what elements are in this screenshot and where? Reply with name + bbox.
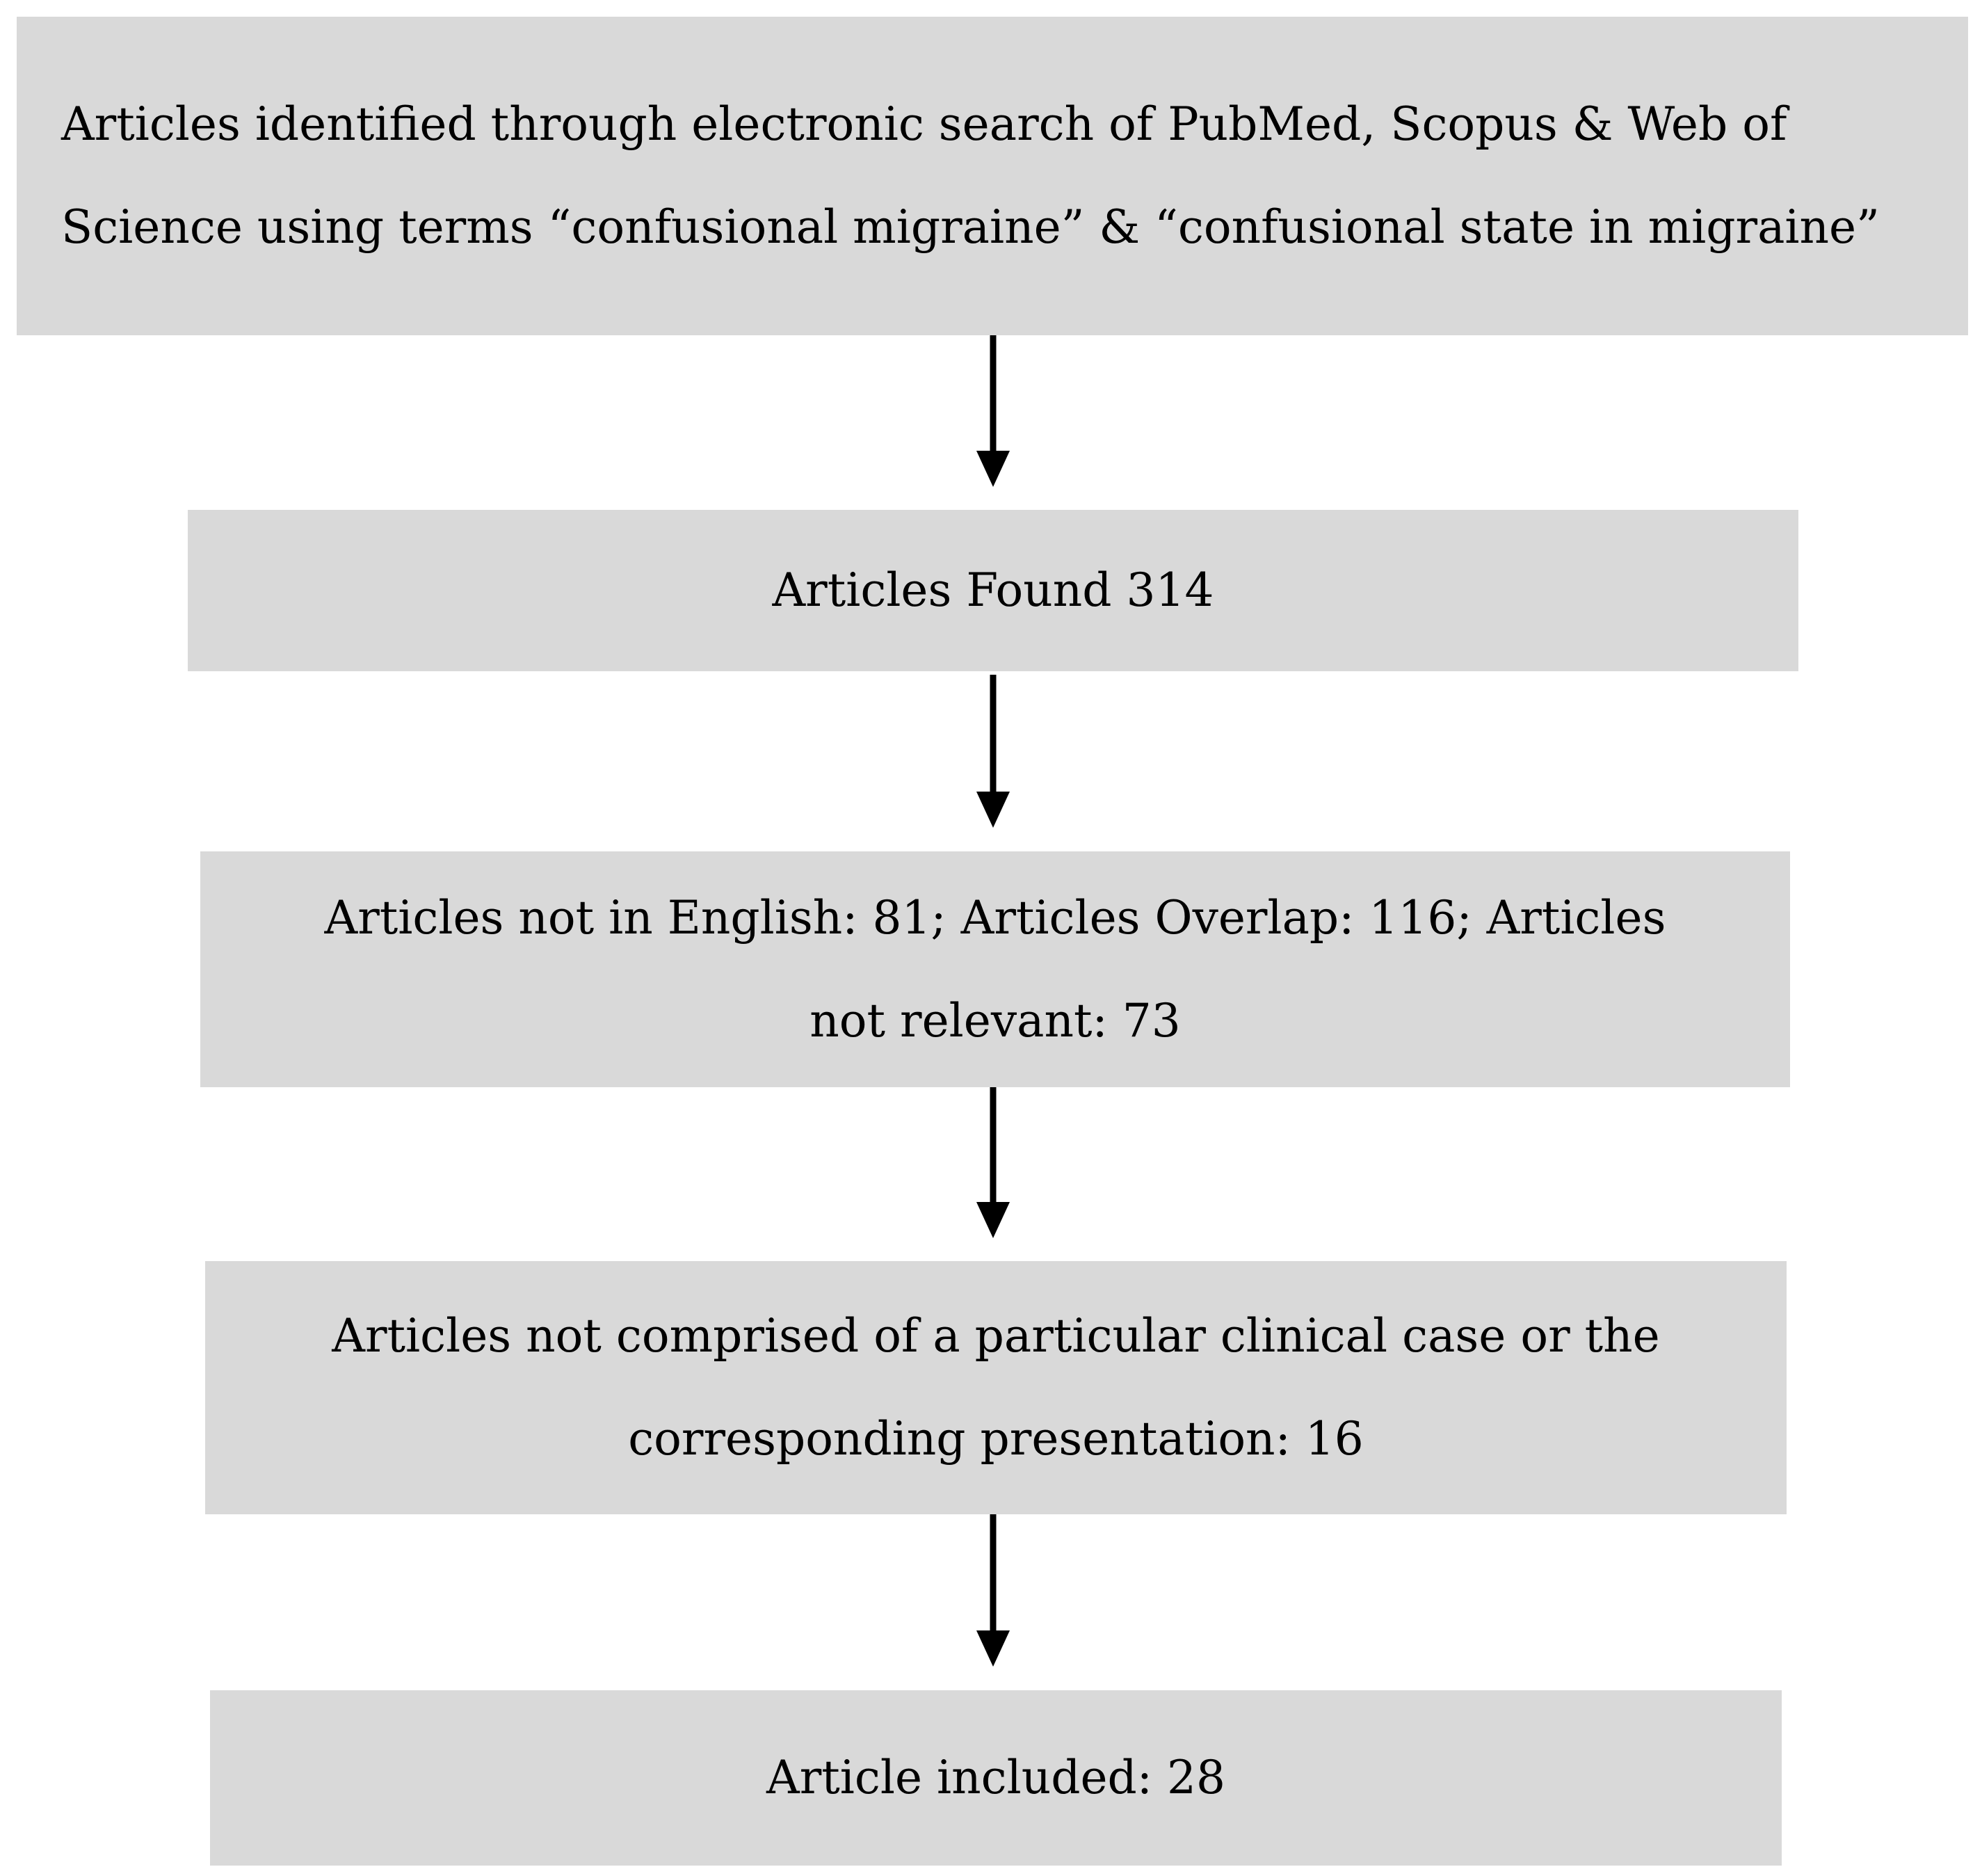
excluded-language-overlap-text: Articles not in English: 81; Articles Overlap: 116; Articles not relevant: 73 [324, 890, 1666, 1048]
articles-included-text: Article included: 28 [766, 1751, 1225, 1804]
articles-found-box [188, 510, 1798, 671]
arrow-excluded-language-to-excluded-case [976, 1087, 1010, 1238]
search-sources-text: Articles identified through electronic search of PubMed, Scopus & Web of Science using terms “confusional migraine” & “confusional state in migraine” [61, 97, 1880, 254]
articles-found-text: Articles Found 314 [772, 563, 1214, 617]
excluded-language-overlap-box [200, 851, 1790, 1087]
excluded-no-clinical-case-text: Articles not comprised of a particular clinical case or the corresponding presentation: 16 [332, 1309, 1660, 1466]
excluded-no-clinical-case-box [205, 1261, 1787, 1514]
arrow-search-to-found [976, 335, 1010, 487]
arrow-found-to-excluded-language [976, 675, 1010, 828]
search-sources-box [17, 17, 1968, 335]
articles-included-box [210, 1690, 1782, 1866]
arrow-excluded-case-to-included [976, 1514, 1010, 1667]
